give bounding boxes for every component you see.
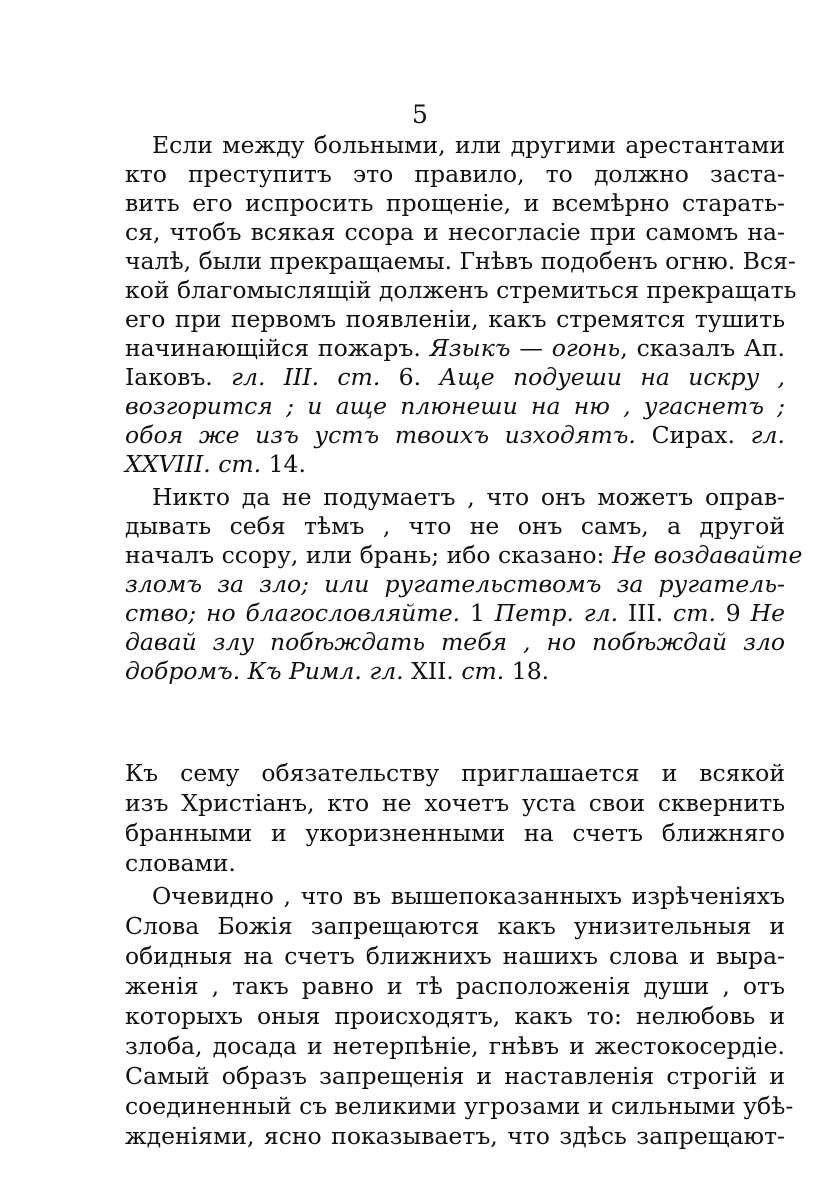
text-line: кой благомыслящій долженъ стремиться прекращать [125,276,797,304]
citation: ст. [673,599,716,627]
page-number: 5 [412,100,428,129]
text-line: Іаковъ. гл. III. ст. 6. Аще подуеши на искру , [125,363,785,391]
text-line: Никто да не подумаетъ , что онъ можетъ оправ- [152,483,785,511]
scripture-quote: Языкъ — огонь [429,334,621,362]
text-line: кто преступитъ это правило, то должно заста- [125,160,785,188]
citation: гл. III. ст. [231,363,381,391]
text-line: началъ ссору, или брань; ибо сказано: Не воздавайте [125,541,803,569]
scripture-quote: Не воздавайте [611,541,803,569]
text-line: женія , такъ равно и тѣ расположенія души , отъ [125,972,785,1000]
text-line: ство; но благословляйте. 1 Петр. гл. III. ст. 9 Не [125,599,785,627]
citation: гл. [750,421,785,449]
text-line: жденіями, ясно показываетъ, что здѣсь запрещают- [125,1122,785,1150]
text-line: вить его испросить прощеніе, и всемѣрно старать- [125,189,785,217]
text-line: возгорится ; и аще плюнеши на ню , угаснетъ ; [125,392,785,420]
text-line: добромъ. Къ Римл. гл. XII. ст. 18. [125,657,550,685]
text-line: XXVIII. ст. 14. [125,450,306,478]
text-line: начинающійся пожаръ. Языкъ — огонь, сказалъ Ап. [125,334,785,362]
text-line: злоба, досада и нетерпѣніе, гнѣвъ и жестокосердіе. [125,1032,785,1060]
text-line: Очевидно , что въ вышепоказанныхъ изрѣченіяхъ [152,882,785,910]
text-line: давай злу побѣждать тебя , но побѣждай зло [125,628,785,656]
text-line: обоя же изъ устъ твоихъ изходятъ. Сирах. гл. [125,421,785,449]
text-line: чалѣ, были прекращаемы. Гнѣвъ подобенъ огню. Вся- [125,247,796,275]
text-line: словами. [125,849,236,877]
citation: XXVIII. ст. [125,450,262,478]
scripture-quote: Аще подуеши на искру , [439,363,785,391]
text-line: Къ сему обязательству приглашается и всякой [125,759,785,787]
text-line: обидныя на счетъ ближнихъ нашихъ слова и выра- [125,942,785,970]
text-line: зломъ за зло; или ругательствомъ за ругатель- [125,570,785,598]
text-line: изъ Христіанъ, кто не хочетъ уста свои сквернить [125,789,785,817]
text-line: которыхъ оныя происходятъ, какъ то: нелюбовь и [125,1002,785,1030]
text-line: ся, чтобъ всякая ссора и несогласіе при самомъ на- [125,218,785,246]
scripture-quote: обоя же изъ устъ твоихъ изходятъ. [125,421,636,449]
citation: Петр. гл. [494,599,619,627]
citation: ст. [461,657,505,685]
text-line: Если между больными, или другими арестантами [152,131,785,159]
text-line: дывать себя тѣмъ , что не онъ самъ, а другой [125,512,785,540]
scripture-quote: Не [750,599,785,627]
text-line: Слова Божія запрещаются какъ унизительныя и [125,912,785,940]
scripture-quote: добромъ. Къ Римл. гл. [125,657,404,685]
scripture-quote: ство; но благословляйте. [125,599,461,627]
text-line: его при первомъ появленіи, какъ стремятся тушить [125,305,785,333]
text-line: Самый образъ запрещенія и наставленія строгій и [125,1062,785,1090]
text-line: бранными и укоризненными на счетъ ближняго [125,819,785,847]
text-line: соединенный съ великими угрозами и сильными убѣ- [125,1092,794,1120]
